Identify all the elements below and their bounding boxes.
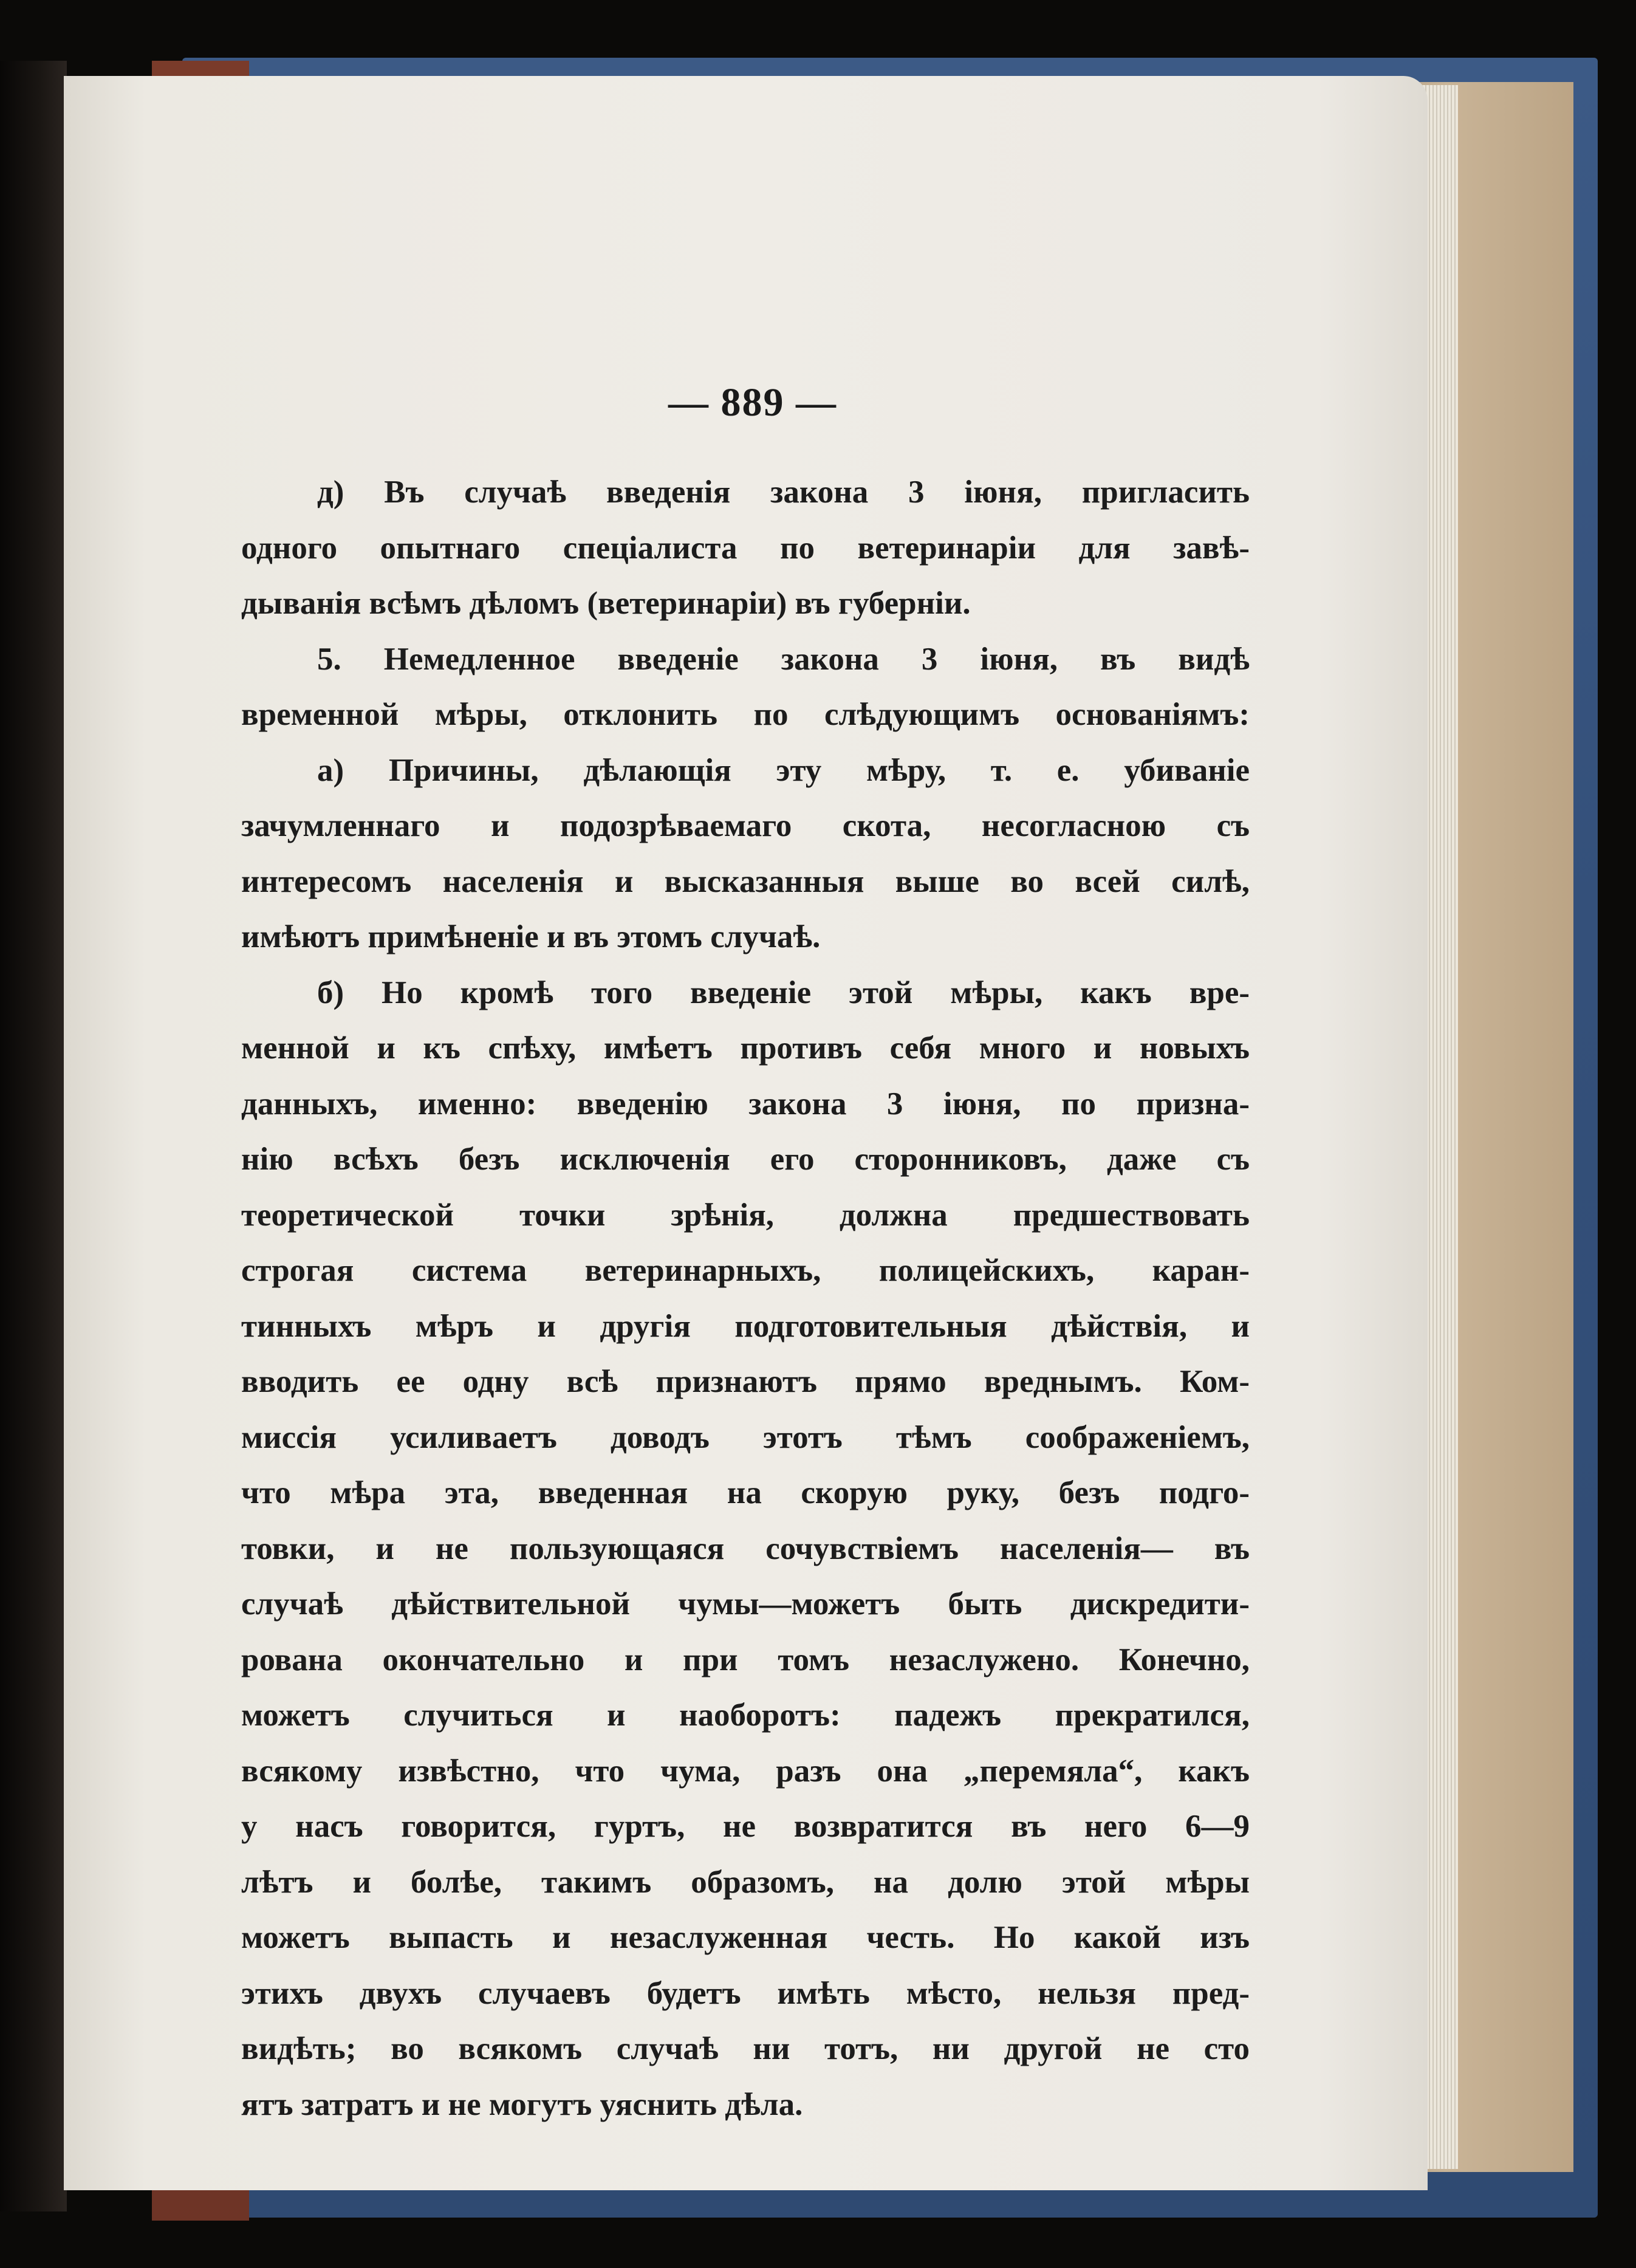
text-line: одного опытнаго спеціалиста по ветеринаріи для завѣ- <box>241 530 1250 566</box>
text-line: что мѣра эта, введенная на скорую руку, безъ подго- <box>241 1475 1250 1510</box>
text-line: можетъ случиться и наоборотъ: падежъ прекратился, <box>241 1698 1250 1733</box>
page-text <box>241 465 1250 2133</box>
text-line: лѣтъ и болѣе, такимъ образомъ, на долю этой мѣры <box>241 1864 1250 1900</box>
text-line: строгая система ветеринарныхъ, полицейскихъ, каран- <box>241 1253 1250 1288</box>
page-number: — 889 — <box>668 380 837 425</box>
text-line: нію всѣхъ безъ исключенія его сторонниковъ, даже съ <box>241 1142 1250 1177</box>
text-line: дыванія всѣмъ дѣломъ (ветеринаріи) въ губерніи. <box>241 586 971 621</box>
text-line: имѣютъ примѣненіе и въ этомъ случаѣ. <box>241 919 821 954</box>
left-cover <box>0 61 67 2211</box>
text-line: менной и къ спѣху, имѣетъ противъ себя много и новыхъ <box>241 1030 1250 1066</box>
text-line: всякому извѣстно, что чума, разъ она „перемяла“, какъ <box>241 1753 1250 1789</box>
text-line: товки, и не пользующаяся сочувствіемъ населенія— въ <box>241 1530 1250 1566</box>
text-line: ятъ затратъ и не могутъ уяснить дѣла. <box>241 2086 803 2122</box>
text-line: вводить ее одну всѣ признаютъ прямо вреднымъ. Ком- <box>241 1364 1250 1399</box>
text-line: 5. Немедленное введеніе закона 3 іюня, въ видѣ <box>317 641 1250 677</box>
text-line: а) Причины, дѣлающія эту мѣру, т. е. убиваніе <box>317 752 1250 788</box>
text-line: этихъ двухъ случаевъ будетъ имѣть мѣсто, нельзя пред- <box>241 1975 1250 2011</box>
text-line: тинныхъ мѣръ и другія подготовительныя дѣйствія, и <box>241 1308 1250 1344</box>
text-line: у насъ говорится, гуртъ, не возвратится въ него 6—9 <box>241 1809 1250 1844</box>
text-line: видѣть; во всякомъ случаѣ ни тотъ, ни другой не сто <box>241 2031 1250 2066</box>
text-line: зачумленнаго и подозрѣваемаго скота, несогласною съ <box>241 808 1250 843</box>
text-line: интересомъ населенія и высказанныя выше во всей силѣ, <box>241 863 1250 899</box>
text-line: д) Въ случаѣ введенія закона 3 іюня, пригласить <box>317 474 1250 510</box>
text-line: теоретической точки зрѣнія, должна предшествовать <box>241 1197 1250 1233</box>
text-line: можетъ выпасть и незаслуженная честь. Но какой изъ <box>241 1920 1250 1955</box>
text-line: рована окончательно и при томъ незаслужено. Конечно, <box>241 1642 1250 1677</box>
text-line: временной мѣры, отклонить по слѣдующимъ основаніямъ: <box>241 697 1250 732</box>
text-line: случаѣ дѣйствительной чумы—можетъ быть дискредити- <box>241 1586 1250 1622</box>
text-line: б) Но кромѣ того введеніе этой мѣры, какъ вре- <box>317 975 1250 1010</box>
text-line: миссія усиливаетъ доводъ этотъ тѣмъ соображеніемъ, <box>241 1419 1250 1455</box>
book-page <box>64 76 1428 2190</box>
text-line: данныхъ, именно: введенію закона 3 іюня, по призна- <box>241 1086 1250 1122</box>
